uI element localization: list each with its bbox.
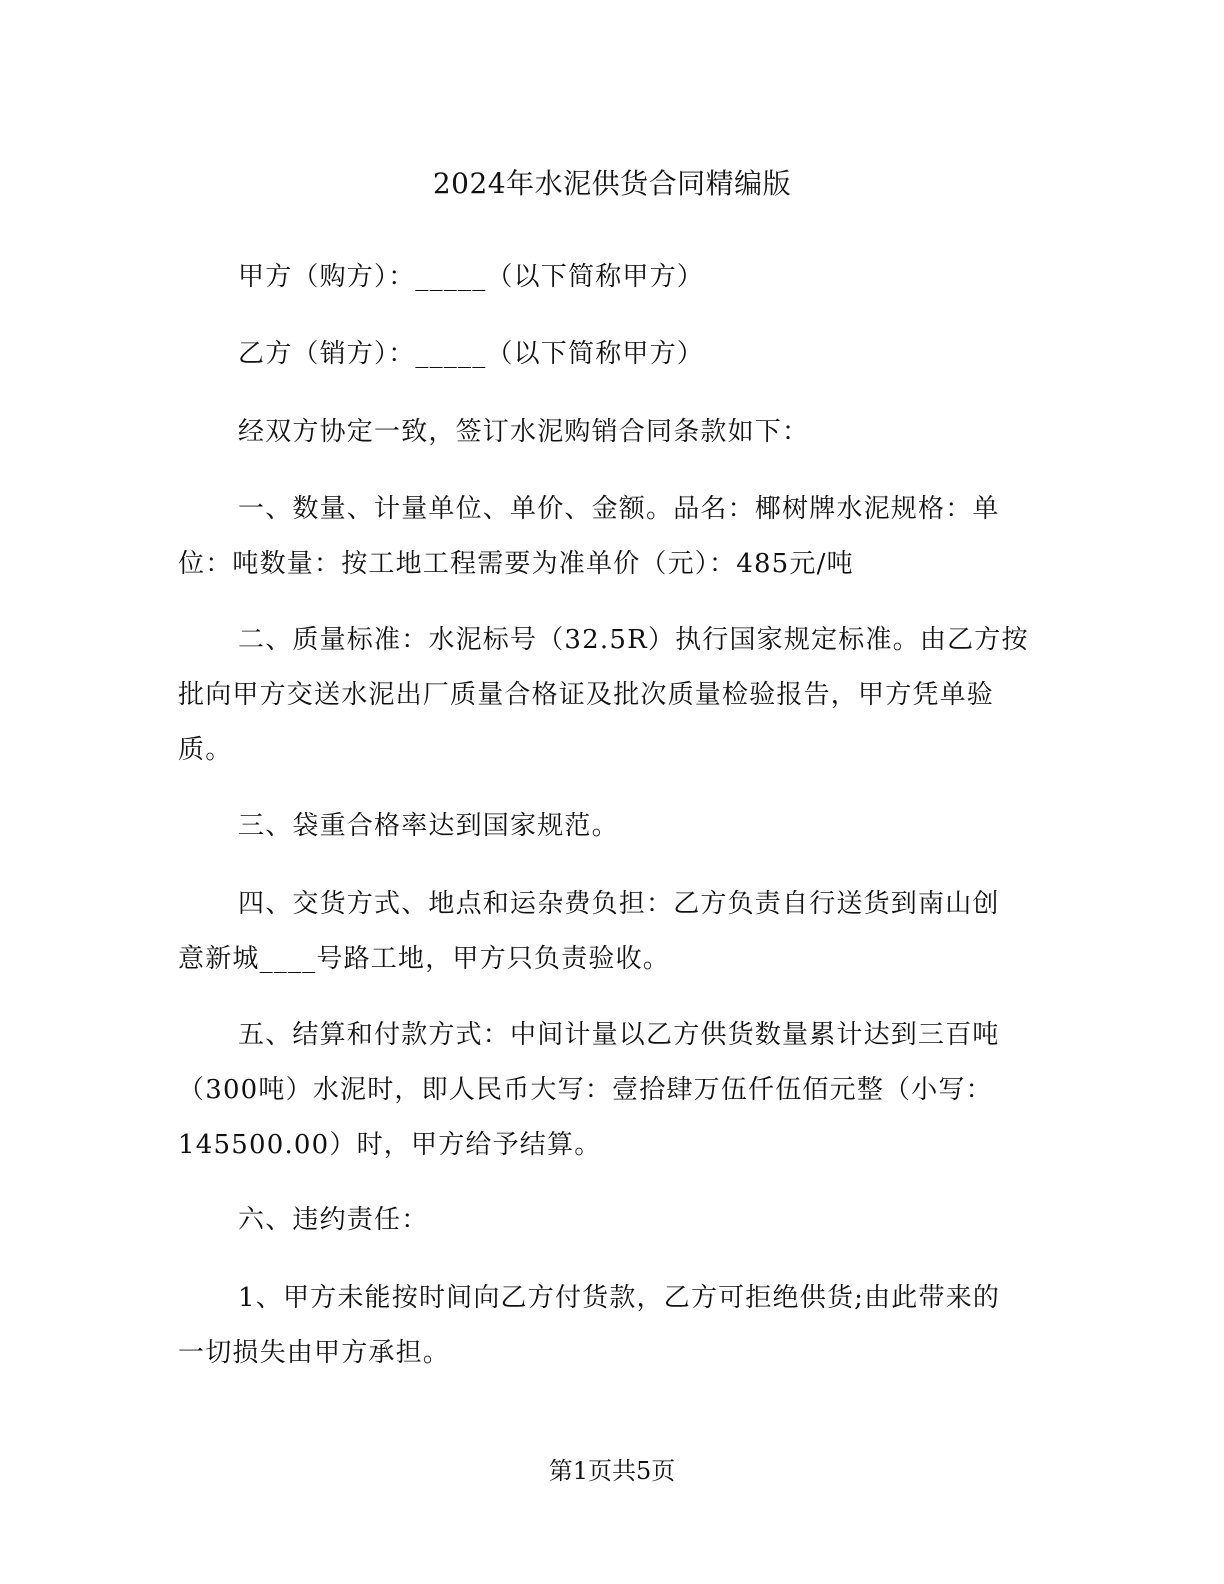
party-b-line bbox=[178, 327, 1098, 382]
clause-5 bbox=[178, 1008, 1038, 1173]
clause-6-1-line-1: 1、甲方未能按时间向乙方付货款，乙方可拒绝供货;由此带来的 bbox=[238, 1283, 1001, 1313]
party-b-text: 乙方（销方）：_____（以下简称甲方） bbox=[238, 339, 705, 369]
clause-1-line-1: 一、数量、计量单位、单价、金额。品名：椰树牌水泥规格：单 bbox=[238, 494, 1000, 524]
clause-4 bbox=[178, 877, 1038, 987]
clause-1-line-2: 位：吨数量：按工地工程需要为准单价（元）：485元/吨 bbox=[178, 549, 854, 579]
clause-5-line-1: 五、结算和付款方式：中间计量以乙方供货数量累计达到三百吨 bbox=[238, 1020, 1000, 1050]
party-a-line bbox=[178, 250, 1098, 305]
clause-2 bbox=[178, 613, 1038, 778]
clause-5-line-3: 145500.00）时，甲方给予结算。 bbox=[178, 1130, 602, 1160]
clause-6-1-line-2: 一切损失由甲方承担。 bbox=[178, 1338, 451, 1368]
clause-6 bbox=[178, 1193, 1098, 1248]
clause-3-text: 三、袋重合格率达到国家规范。 bbox=[238, 811, 619, 841]
intro-text: 经双方协定一致，签订水泥购销合同条款如下： bbox=[238, 417, 810, 447]
clause-3 bbox=[178, 799, 1098, 854]
clause-1 bbox=[178, 482, 1038, 592]
clause-6-1 bbox=[178, 1271, 1038, 1381]
clause-6-text: 六、违约责任： bbox=[238, 1205, 429, 1235]
document-title: 2024年水泥供货合同精编版 bbox=[432, 167, 792, 200]
clause-2-line-1: 二、质量标准：水泥标号（32.5R）执行国家规定标准。由乙方按 bbox=[238, 625, 1029, 655]
clause-4-line-1: 四、交货方式、地点和运杂费负担：乙方负责自行送货到南山创 bbox=[238, 889, 1000, 919]
clause-2-line-3: 质。 bbox=[178, 735, 233, 765]
party-a-text: 甲方（购方）：_____（以下简称甲方） bbox=[238, 262, 705, 292]
clause-2-line-2: 批向甲方交送水泥出厂质量合格证及批次质量检验报告，甲方凭单验 bbox=[178, 680, 995, 710]
clause-5-line-2: （300吨）水泥时，即人民币大写：壹拾肆万伍仟伍佰元整（小写： bbox=[178, 1075, 993, 1105]
page-number-footer: 第1页共5页 bbox=[548, 1457, 676, 1485]
intro-paragraph bbox=[178, 405, 1098, 460]
clause-4-line-2: 意新城____号路工地，甲方只负责验收。 bbox=[178, 944, 671, 974]
